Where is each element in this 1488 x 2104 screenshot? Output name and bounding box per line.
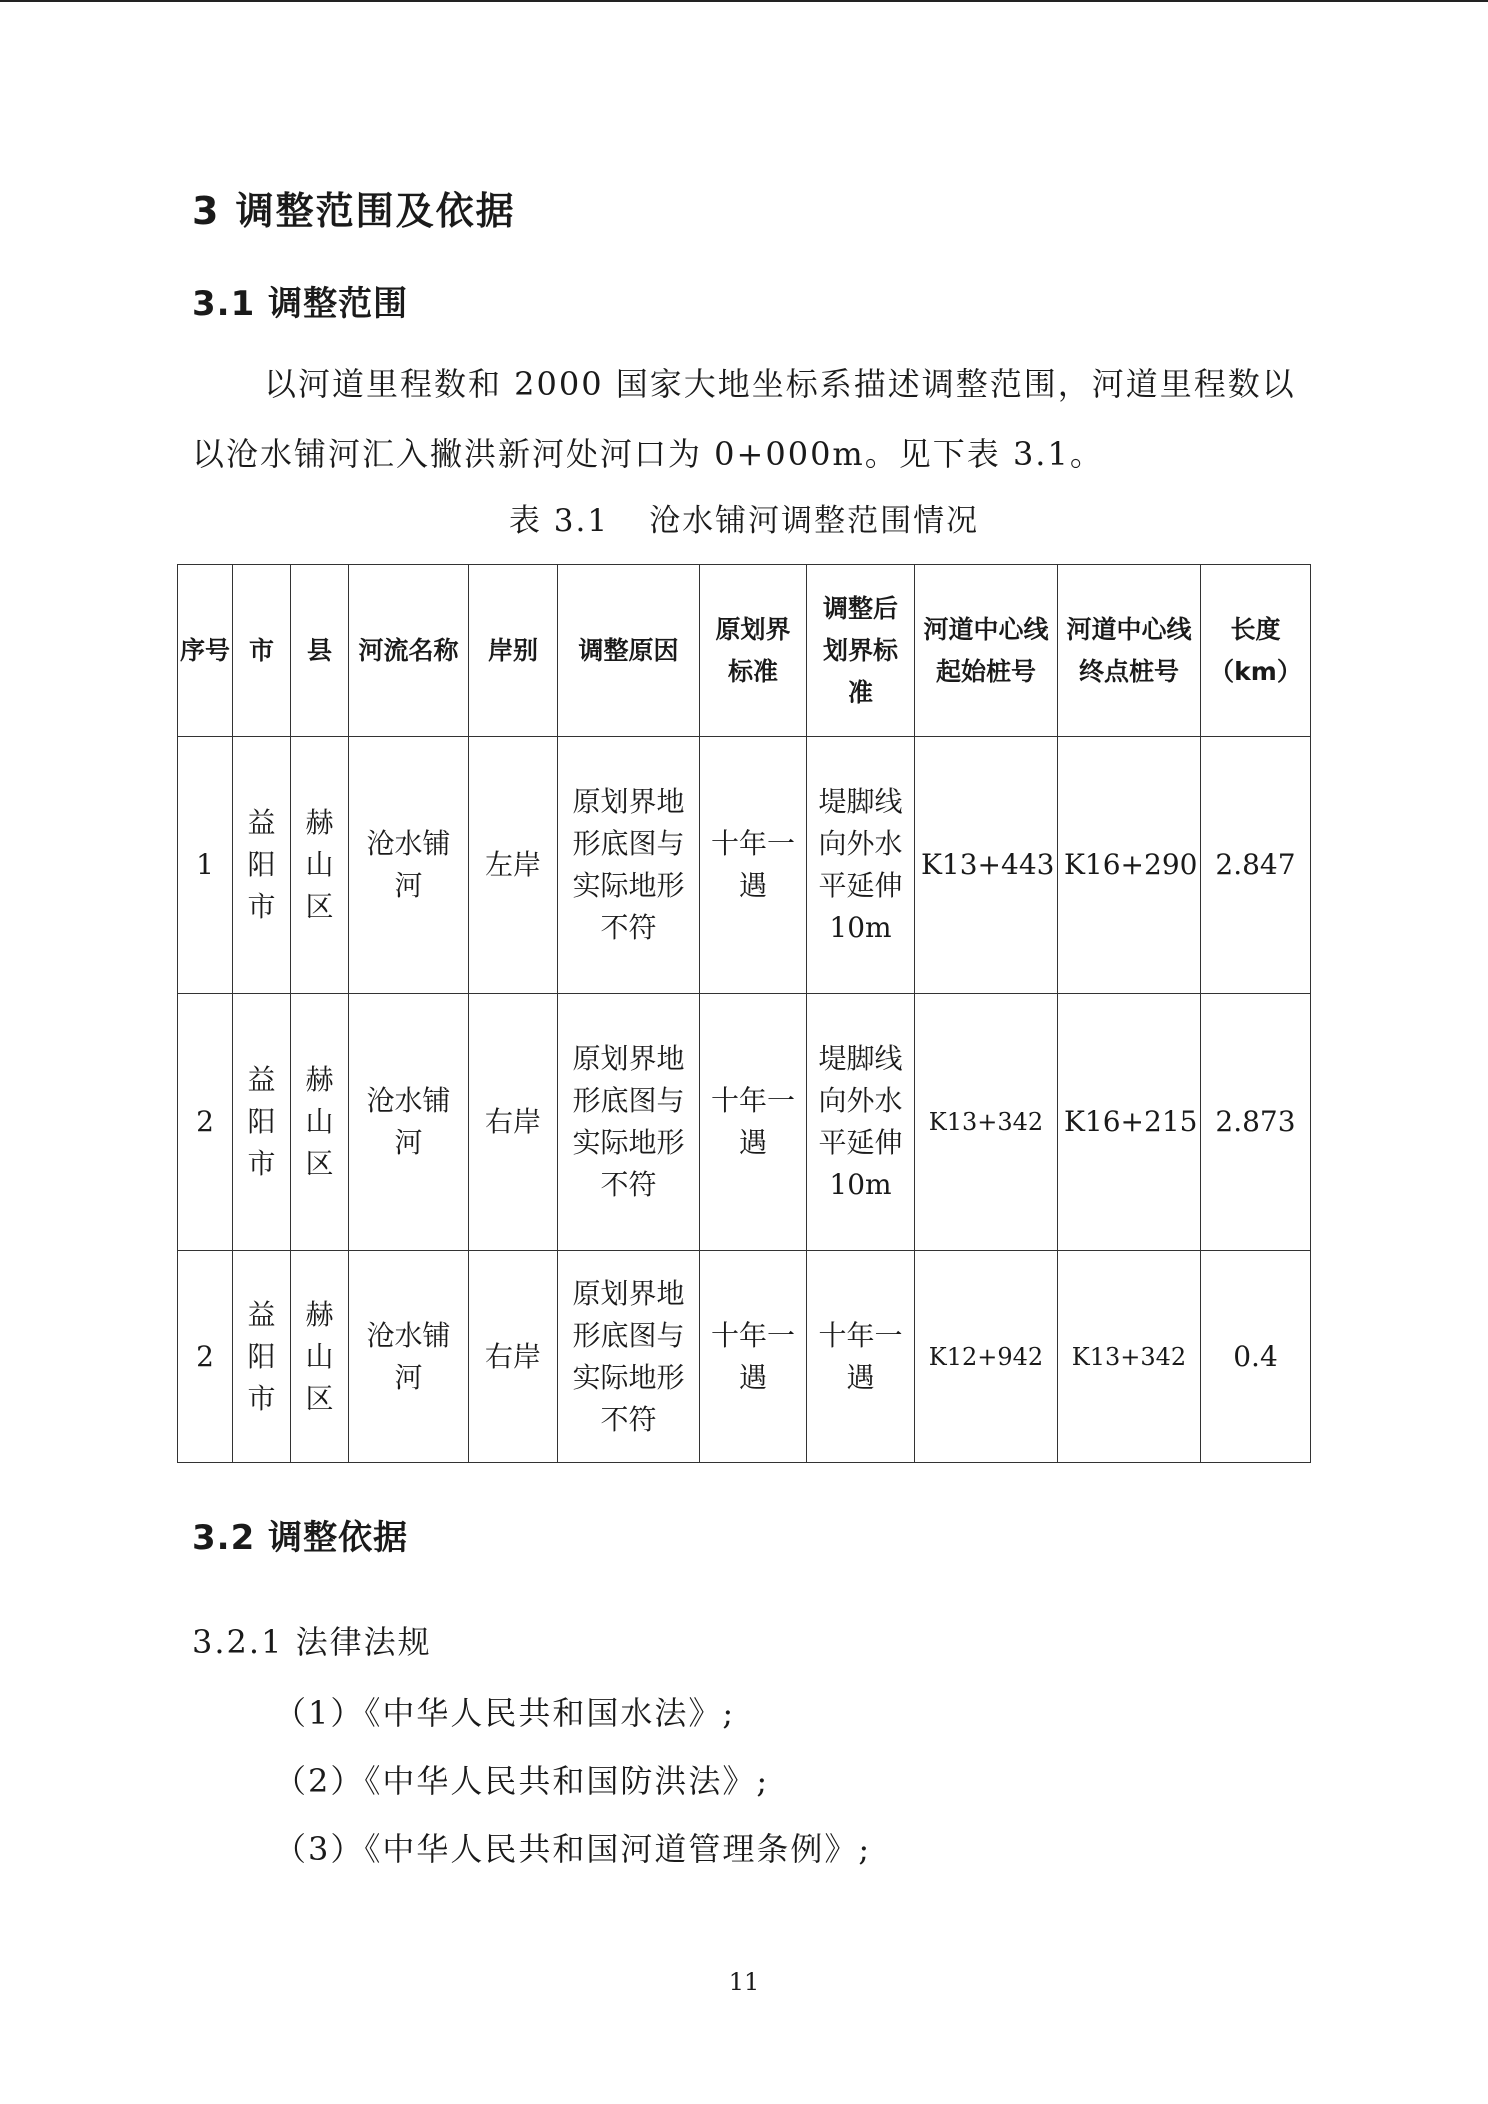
cell-length: 0.4	[1201, 1251, 1311, 1463]
page-number: 11	[728, 1968, 760, 1996]
law-item: （1）《中华人民共和国水法》;	[274, 1694, 736, 1732]
law-item: （3）《中华人民共和国河道管理条例》;	[274, 1830, 872, 1868]
header-city: 市	[233, 565, 291, 737]
cell-river: 沧水铺河	[349, 1251, 469, 1463]
cell-river: 沧水铺河	[349, 994, 469, 1251]
section-heading-3-2: 3.2 调整依据	[192, 1518, 409, 1558]
cell-new-std: 堤脚线向外水平延伸10m	[807, 737, 915, 994]
table-caption	[0, 495, 1488, 540]
table-caption-number: 表 3.1	[508, 503, 610, 539]
cell-orig-std: 十年一遇	[700, 1251, 807, 1463]
header-length: 长度（km）	[1201, 565, 1311, 737]
table-caption-title: 沧水铺河调整范围情况	[649, 503, 980, 539]
cell-reason: 原划界地形底图与实际地形不符	[558, 737, 700, 994]
header-county: 县	[291, 565, 349, 737]
adjustment-range-table	[177, 564, 1311, 1463]
cell-city: 益阳市	[233, 994, 291, 1251]
chapter-heading: 3 调整范围及依据	[192, 189, 516, 233]
cell-new-std: 十年一遇	[807, 1251, 915, 1463]
header-seq: 序号	[178, 565, 233, 737]
header-bank: 岸别	[469, 565, 558, 737]
cell-start: K12+942	[915, 1251, 1058, 1463]
cell-new-std: 堤脚线向外水平延伸10m	[807, 994, 915, 1251]
paragraph-line-2: 以沧水铺河汇入撇洪新河处河口为 0+000m。见下表 3.1。	[192, 435, 1104, 473]
paragraph-line-1: 以河道里程数和 2000 国家大地坐标系描述调整范围，河道里程数以	[264, 365, 1296, 403]
header-end: 河道中心线终点桩号	[1058, 565, 1201, 737]
cell-river: 沧水铺河	[349, 737, 469, 994]
cell-city: 益阳市	[233, 737, 291, 994]
cell-start: K13+342	[915, 994, 1058, 1251]
header-start: 河道中心线起始桩号	[915, 565, 1058, 737]
cell-start: K13+443	[915, 737, 1058, 994]
cell-bank: 左岸	[469, 737, 558, 994]
cell-orig-std: 十年一遇	[700, 737, 807, 994]
law-item: （2）《中华人民共和国防洪法》;	[274, 1762, 770, 1800]
cell-city: 益阳市	[233, 1251, 291, 1463]
cell-county: 赫山区	[291, 1251, 349, 1463]
cell-seq: 1	[178, 737, 233, 994]
intro-paragraph	[192, 349, 1302, 489]
cell-county: 赫山区	[291, 737, 349, 994]
table-row	[178, 994, 1311, 1251]
section-heading-3-1: 3.1 调整范围	[192, 284, 409, 324]
cell-bank: 右岸	[469, 1251, 558, 1463]
cell-reason: 原划界地形底图与实际地形不符	[558, 1251, 700, 1463]
cell-orig-std: 十年一遇	[700, 994, 807, 1251]
cell-end: K16+215	[1058, 994, 1201, 1251]
header-orig-std: 原划界标准	[700, 565, 807, 737]
cell-end: K13+342	[1058, 1251, 1201, 1463]
subsection-heading-3-2-1: 3.2.1 法律法规	[192, 1623, 432, 1661]
cell-seq: 2	[178, 1251, 233, 1463]
cell-seq: 2	[178, 994, 233, 1251]
table-row	[178, 1251, 1311, 1463]
cell-county: 赫山区	[291, 994, 349, 1251]
table-header-row	[178, 565, 1311, 737]
cell-length: 2.873	[1201, 994, 1311, 1251]
table-row	[178, 737, 1311, 994]
top-border-line	[0, 0, 1488, 2]
header-new-std: 调整后划界标准	[807, 565, 915, 737]
cell-length: 2.847	[1201, 737, 1311, 994]
header-river: 河流名称	[349, 565, 469, 737]
cell-end: K16+290	[1058, 737, 1201, 994]
cell-reason: 原划界地形底图与实际地形不符	[558, 994, 700, 1251]
header-reason: 调整原因	[558, 565, 700, 737]
cell-bank: 右岸	[469, 994, 558, 1251]
